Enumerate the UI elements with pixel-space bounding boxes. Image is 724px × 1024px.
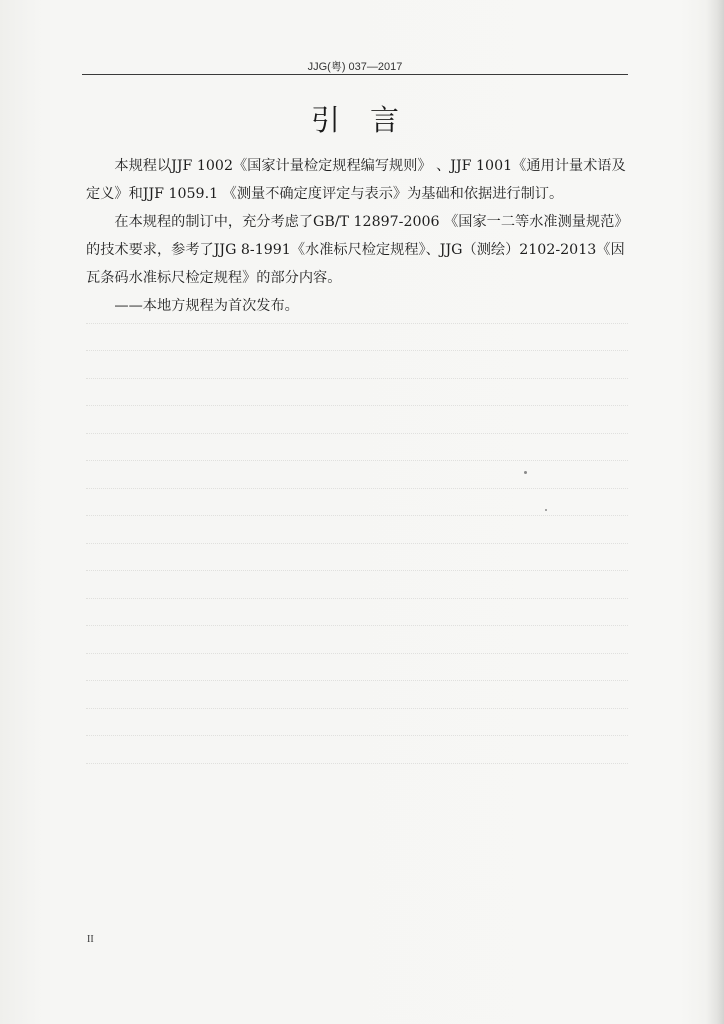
page-title: 引言	[310, 103, 429, 137]
running-header: JJG(粤) 037—2017	[307, 61, 403, 73]
body-text	[86, 152, 638, 320]
bleed-through-texture	[86, 296, 646, 764]
paper-edge-shadow	[706, 0, 724, 1024]
scan-speck	[545, 509, 547, 511]
scan-speck	[524, 471, 527, 474]
paragraph-3: ——本地方规程为首次发布。	[114, 298, 299, 314]
paragraph-2: 在本规程的制订中，充分考虑了GB/T 12897-2006 《国家一二等水准测量规范》的技术要求，参考了JJG 8-1991《水准标尺检定规程》、JJG（测绘）2102-2013《因瓦条码水准标尺检定规程》的部分内容。	[86, 214, 629, 286]
header-rule	[82, 74, 628, 75]
page-number: II	[87, 934, 94, 945]
paragraph-1: 本规程以JJF 1002《国家计量检定规程编写规则》 、JJF 1001《通用计量术语及定义》和JJF 1059.1 《测量不确定度评定与表示》为基础和依据进行制订。	[86, 158, 626, 202]
